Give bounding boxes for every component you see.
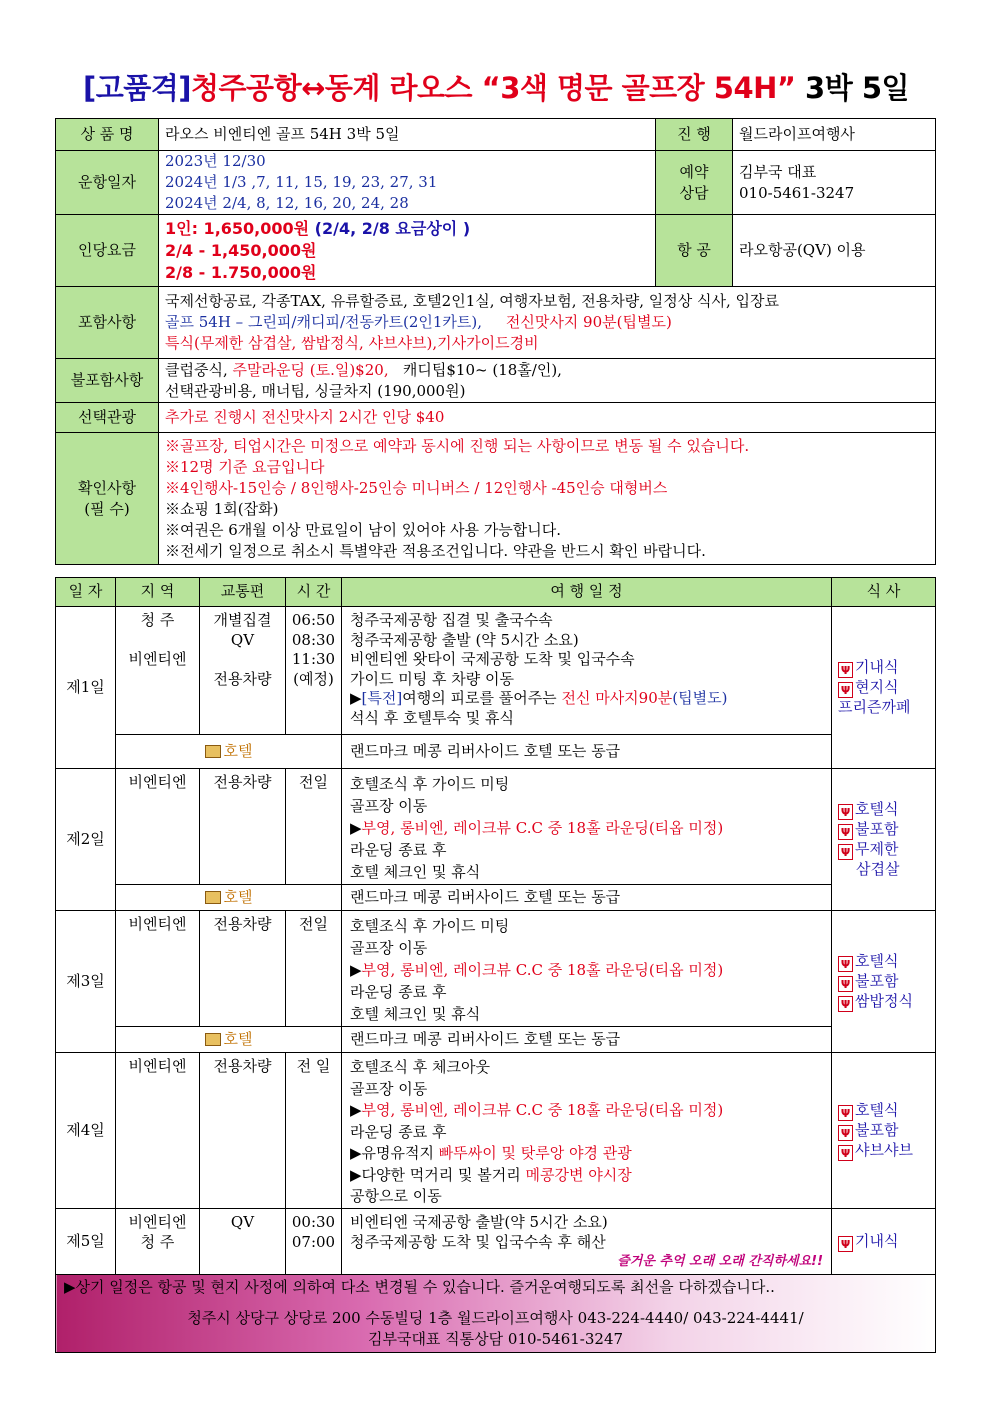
region-line: 청 주: [140, 611, 175, 629]
plan-line: 라운딩 종료 후: [350, 841, 447, 859]
transport-line: [204, 650, 281, 670]
dates-value: [159, 151, 656, 215]
price-line-3: 2/8 - 1.750,000원: [165, 262, 317, 282]
plan-line: 골프장 이동: [350, 939, 428, 957]
plan-line: 호텔 체크인 및 휴식: [350, 1005, 481, 1023]
day-time: 전일: [286, 769, 342, 885]
option-label: 선택관광: [56, 403, 159, 433]
fork-knife-icon: Ψ: [838, 804, 853, 820]
extra-highlight: 빠뚜싸이 및 탓루앙 야경 관광: [438, 1144, 632, 1162]
plan-line: 비엔티엔 왓타이 국제공항 도착 및 입국수속: [350, 650, 635, 668]
day-transport: 전용차량: [200, 911, 286, 1027]
special-highlight: 전신 마사지90분: [561, 689, 673, 707]
plan-line: 청주국제공항 집결 및 출국수속: [350, 611, 553, 629]
booking-value: [733, 151, 936, 215]
time-line: (예정): [293, 669, 334, 688]
transport-line: 개별집결: [213, 611, 272, 629]
meal-item: [838, 658, 931, 678]
day-region: 비엔티엔: [116, 769, 200, 885]
extra-text: ▶다양한 먹거리 및 볼거리: [350, 1165, 526, 1184]
title-prefix: [고품격]: [82, 71, 192, 105]
fork-knife-icon: Ψ: [838, 662, 853, 678]
meal-text: 기내식: [855, 1231, 899, 1250]
hotel-name: 랜드마크 메콩 리버사이드 호텔 또는 동급: [342, 1027, 832, 1053]
option-value: 추가로 진행시 전신맛사지 2시간 인당 $40: [159, 403, 936, 433]
col-header-meal: 식 사: [832, 578, 936, 607]
include-line-3: 특식(무제한 삼겹살, 쌈밥정식, 샤브샤브),기사가이드경비: [165, 334, 539, 352]
meal-item: [838, 992, 931, 1012]
meal-item: [838, 698, 931, 718]
special-text: 여행의 피로를 풀어주는: [402, 689, 562, 707]
col-header-day: 일 자: [56, 578, 116, 607]
booking-label-2: 상담: [679, 183, 709, 202]
footer-contact: 김부국대표 직통상담 010-5461-3247: [367, 1330, 624, 1348]
hotel-name: 랜드마크 메콩 리버사이드 호텔 또는 동급: [342, 735, 832, 769]
exclude-value: [159, 359, 936, 403]
plan-line: 석식 후 호텔투숙 및 휴식: [350, 708, 514, 727]
day-meals: [832, 607, 936, 769]
special-tail: (팁별도): [672, 689, 728, 707]
hotel-name: 랜드마크 메콩 리버사이드 호텔 또는 동급: [342, 885, 832, 911]
col-header-transport: 교통편: [200, 578, 286, 607]
hotel-icon: [205, 891, 221, 904]
extra-text: ▶유명유적지: [350, 1144, 439, 1162]
plan-special: [350, 689, 827, 709]
title-duration: 3박 5일: [795, 71, 910, 105]
day-time: 전 일: [286, 1053, 342, 1209]
booking-label: [656, 151, 733, 215]
meal-item: [838, 800, 931, 820]
hotel-label-text: 호텔: [223, 887, 253, 906]
title-main: 청주공항↔동계 라오스 “3색 명문 골프장 54H”: [191, 71, 796, 105]
include-value: [159, 287, 936, 359]
price-line-2: 2/4 - 1,450,000원: [165, 240, 317, 260]
meal-text: 호텔식: [855, 951, 899, 970]
booking-name: 김부국 대표: [739, 162, 817, 181]
booking-label-1: 예약: [679, 162, 709, 181]
day-label: 제5일: [56, 1209, 116, 1275]
hotel-icon: [205, 1033, 221, 1046]
hotel-label: [116, 885, 342, 911]
day-meals: [832, 1209, 936, 1275]
confirm-value: [159, 433, 936, 565]
meal-text: 샤브샤브: [855, 1140, 913, 1159]
meal-item: [838, 840, 931, 860]
day-transport: [200, 607, 286, 735]
meal-item: [838, 1232, 931, 1252]
fork-knife-icon: Ψ: [838, 682, 853, 698]
day-plan: [342, 911, 832, 1027]
plan-line: 라운딩 종료 후: [350, 983, 447, 1001]
include-label: 포함사항: [56, 287, 159, 359]
confirm-line: ※4인행사-15인승 / 8인행사-25인승 미니버스 / 12인행사 -45인승 대형버스: [165, 478, 668, 497]
plan-line: 호텔조식 후 가이드 미팅: [350, 917, 510, 935]
day-region: 비엔티엔: [116, 911, 200, 1027]
schedule-table: [55, 577, 936, 1353]
day-meals: [832, 911, 936, 1053]
hotel-label-text: 호텔: [223, 1029, 253, 1048]
fork-knife-icon: Ψ: [838, 844, 853, 860]
booking-phone: 010-5461-3247: [739, 183, 855, 202]
day-time: [286, 607, 342, 735]
day-label: 제4일: [56, 1053, 116, 1209]
air-label: 항 공: [656, 215, 733, 287]
col-header-region: 지 역: [116, 578, 200, 607]
round-text: 부영, 롱비엔, 레이크뷰 C.C 중 18홀 라운딩(티옵 미정): [361, 1101, 724, 1119]
meal-text: 불포함: [855, 971, 899, 990]
region-line: 비엔티엔: [128, 650, 187, 668]
confirm-label: [56, 433, 159, 565]
fork-knife-icon: Ψ: [838, 1236, 853, 1252]
plan-line: 호텔조식 후 가이드 미팅: [350, 775, 510, 793]
round-text: 부영, 롱비엔, 레이크뷰 C.C 중 18홀 라운딩(티옵 미정): [361, 819, 724, 837]
include-golf: 골프 54H – 그린피/캐디피/전동카트(2인1카트),: [165, 313, 482, 331]
meal-item: [838, 1141, 931, 1161]
plan-line: 공항으로 이동: [350, 1187, 442, 1205]
product-value: 라오스 비엔티엔 골프 54H 3박 5일: [159, 119, 656, 151]
progress-value: 월드라이프여행사: [733, 119, 936, 151]
meal-text: 불포함: [855, 819, 899, 838]
plan-round: ▶부영, 롱비엔, 레이크뷰 C.C 중 18홀 라운딩(티옵 미정): [350, 961, 724, 979]
plan-line: 청주국제공항 도착 및 입국수속 후 해산: [350, 1232, 606, 1251]
day-label: 제3일: [56, 911, 116, 1053]
meal-item: [838, 1101, 931, 1121]
exclude-line-2: 선택관광비용, 매너팁, 싱글차지 (190,000원): [165, 381, 466, 400]
meal-text: 기내식: [855, 657, 899, 676]
fork-knife-icon: Ψ: [838, 956, 853, 972]
bullet: ▶: [350, 689, 362, 707]
extra-highlight: 메콩강변 야시장: [525, 1165, 632, 1184]
price-value: [159, 215, 656, 287]
day-label: 제2일: [56, 769, 116, 911]
plan-round: ▶부영, 롱비엔, 레이크뷰 C.C 중 18홀 라운딩(티옵 미정): [350, 819, 724, 837]
plan-extra: [350, 1143, 827, 1165]
confirm-label-2: (필 수): [84, 499, 130, 518]
meal-text: 불포함: [855, 1120, 899, 1139]
product-label: 상 품 명: [56, 119, 159, 151]
plan-line: 호텔조식 후 체크아웃: [350, 1058, 490, 1076]
day-plan: [342, 1053, 832, 1209]
region-line: [120, 631, 195, 651]
plan-round: ▶부영, 롱비엔, 레이크뷰 C.C 중 18홀 라운딩(티옵 미정): [350, 1101, 724, 1119]
day-time: 전일: [286, 911, 342, 1027]
region-line: 비엔티엔: [128, 1213, 187, 1231]
plan-extra: [350, 1165, 827, 1187]
plan-line: 골프장 이동: [350, 797, 428, 815]
day-transport: 전용차량: [200, 1053, 286, 1209]
page-title: [0, 66, 992, 107]
day-region: 비엔티엔: [116, 1053, 200, 1209]
include-massage: 전신맛사지 90분(팁별도): [505, 313, 672, 331]
time-line: 11:30: [291, 650, 336, 668]
day-region: [116, 1209, 200, 1275]
plan-line: 골프장 이동: [350, 1079, 428, 1098]
meal-item: [838, 972, 931, 992]
fork-knife-icon: Ψ: [838, 1125, 853, 1141]
meal-text: 호텔식: [855, 799, 899, 818]
meal-text: 삼겹살: [856, 859, 900, 878]
round-text: 부영, 롱비엔, 레이크뷰 C.C 중 18홀 라운딩(티옵 미정): [361, 961, 724, 979]
transport-line: 전용차량: [213, 669, 272, 688]
time-line: 06:50: [291, 611, 336, 629]
time-line: 08:30: [291, 630, 336, 649]
day-transport: QV: [200, 1209, 286, 1275]
region-line: 청 주: [140, 1232, 175, 1251]
farewell-message: 즐거운 추억 오래 오래 간직하세요!!: [617, 1254, 823, 1269]
day-plan: [342, 1209, 832, 1275]
date-line: 2024년 2/4, 8, 12, 16, 20, 24, 28: [165, 194, 409, 212]
fork-knife-icon: Ψ: [838, 824, 853, 840]
meal-text: 프리즌까페: [838, 697, 911, 716]
day-plan: [342, 607, 832, 735]
plan-line: 청주국제공항 출발 (약 5시간 소요): [350, 630, 579, 649]
fork-knife-icon: Ψ: [838, 976, 853, 992]
hotel-icon: [205, 745, 221, 758]
day-label: 제1일: [56, 607, 116, 769]
confirm-line: ※쇼핑 1회(잡화): [165, 499, 279, 518]
day-meals: [832, 1053, 936, 1209]
air-value: 라오항공(QV) 이용: [733, 215, 936, 287]
footer-address: 청주시 상당구 상당로 200 수동빌딩 1층 월드라이프여행사 043-224-4440/ 043-224-4441/: [187, 1309, 804, 1327]
exclude-label: 불포함사항: [56, 359, 159, 403]
progress-label: 진 행: [656, 119, 733, 151]
confirm-line: ※여권은 6개월 이상 만료일이 남이 있어야 사용 가능합니다.: [165, 520, 561, 539]
col-header-time: 시 간: [286, 578, 342, 607]
meal-item: [838, 678, 931, 698]
day-meals: [832, 769, 936, 911]
special-tag: [특전]: [361, 689, 403, 707]
exclude-weekend: 주말라운딩 (토.일)$20,: [232, 360, 389, 379]
meal-item: [838, 1121, 931, 1141]
meal-item: [838, 820, 931, 840]
footer: [56, 1275, 936, 1353]
meal-item: [838, 860, 931, 880]
price-main: 1인: 1,650,000원: [165, 218, 310, 238]
dates-label: 운항일자: [56, 151, 159, 215]
meal-item: [838, 952, 931, 972]
time-line: 00:30: [291, 1213, 336, 1231]
plan-line: 가이드 미팅 후 차량 이동: [350, 669, 514, 688]
info-table: [55, 118, 936, 565]
date-line: 2023년 12/30: [165, 152, 266, 170]
day-time: [286, 1209, 342, 1275]
fork-knife-icon: Ψ: [838, 996, 853, 1012]
include-line-1: 국제선항공료, 각종TAX, 유류할증료, 호텔2인1실, 여행자보험, 전용차량, 일정상 식사, 입장료: [165, 292, 779, 310]
meal-text: 현지식: [855, 677, 899, 696]
plan-line: 라운딩 종료 후: [350, 1122, 447, 1141]
confirm-label-1: 확인사항: [78, 478, 136, 497]
confirm-line: ※골프장, 티업시간은 미정으로 예약과 동시에 진행 되는 사항이므로 변동 될 수 있습니다.: [165, 436, 750, 455]
confirm-line: ※12명 기준 요금입니다: [165, 457, 325, 476]
day-region: [116, 607, 200, 735]
time-line: 07:00: [291, 1232, 336, 1251]
price-label: 인당요금: [56, 215, 159, 287]
exclude-lunch: 클럽중식,: [165, 360, 228, 379]
meal-text: 쌈밥정식: [855, 991, 913, 1010]
price-note: (2/4, 2/8 요금상이 ): [309, 218, 471, 238]
fork-knife-icon: Ψ: [838, 1145, 853, 1161]
plan-line: 호텔 체크인 및 휴식: [350, 863, 481, 881]
footer-note: ▶상기 일정은 항공 및 현지 사정에 의하여 다소 변경될 수 있습니다. 즐거운여행되도록 최선을 다하겠습니다..: [64, 1278, 775, 1296]
meal-text: 호텔식: [855, 1100, 899, 1119]
col-header-itinerary: 여 행 일 정: [342, 578, 832, 607]
hotel-label: [116, 1027, 342, 1053]
confirm-line: ※전세기 일정으로 취소시 특별약관 적용조건입니다. 약관을 반드시 확인 바랍니다.: [165, 541, 706, 560]
fork-knife-icon: Ψ: [838, 1105, 853, 1121]
date-line: 2024년 1/3 ,7, 11, 15, 19, 23, 27, 31: [165, 173, 438, 191]
exclude-caddie: 캐디팁$10~ (18홀/인),: [402, 360, 562, 379]
day-plan: [342, 769, 832, 885]
hotel-label-text: 호텔: [223, 741, 253, 760]
day-transport: 전용차량: [200, 769, 286, 885]
transport-line: QV: [230, 630, 255, 649]
meal-text: 무제한: [855, 839, 899, 858]
hotel-label: [116, 735, 342, 769]
plan-line: 비엔티엔 국제공항 출발(약 5시간 소요): [350, 1213, 608, 1231]
